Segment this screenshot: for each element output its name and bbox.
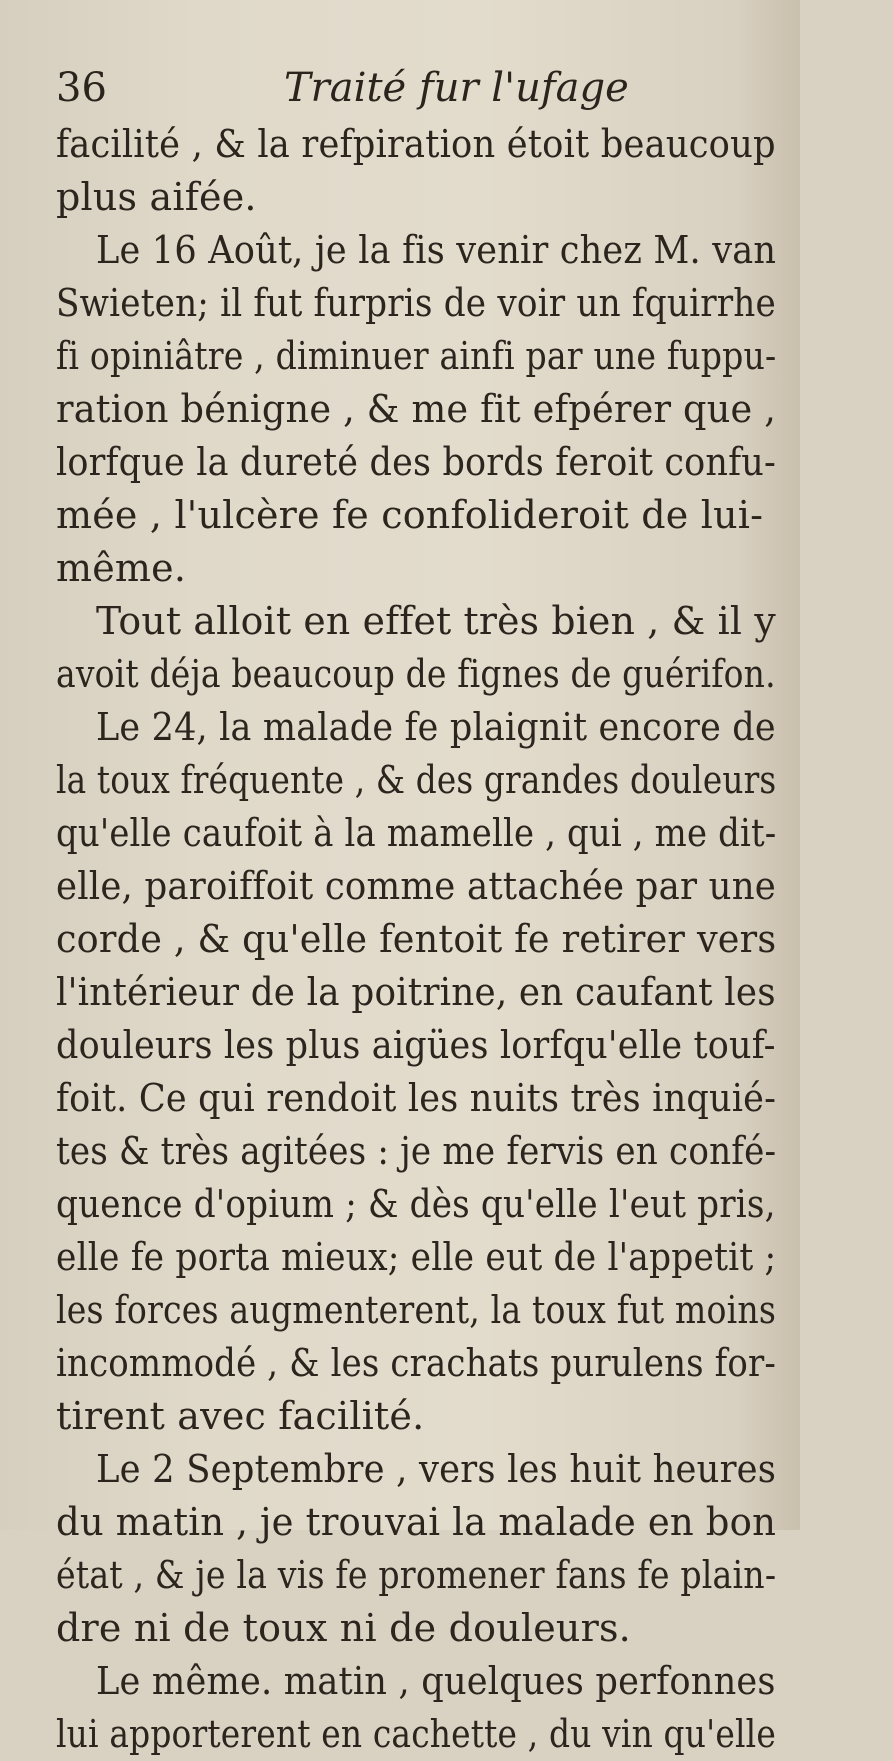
text-line: du matin , je trouvai la malade en bon [56, 1500, 777, 1544]
text-line: Tout alloit en effet très bien , & il y [96, 599, 776, 643]
text-line: avoit déja beaucoup de fignes de guérifon. [56, 652, 776, 696]
text-line: facilité , & la refpiration étoit beaucoup [56, 122, 776, 166]
text-line: Swieten; il fut furpris de voir un fquirrhe [56, 281, 776, 325]
text-line: l'intérieur de la poitrine, en caufant les [56, 970, 776, 1014]
text-line: elle, paroiffoit comme attachée par une [56, 864, 776, 908]
page-header [56, 64, 756, 124]
text-line: lui apporterent en cachette , du vin qu'elle [56, 1712, 776, 1756]
text-line: Le 16 Août, je la fis venir chez M. van [96, 228, 777, 272]
text-line: corde , & qu'elle fentoit fe retirer vers [56, 917, 777, 961]
text-line: foit. Ce qui rendoit les nuits très inquié- [56, 1076, 777, 1120]
text-line: ration bénigne , & me fit efpérer que , [56, 387, 777, 431]
text-line: quence d'opium ; & dès qu'elle l'eut pris, [56, 1182, 776, 1226]
text-line: Le même. matin , quelques perfonnes [96, 1659, 776, 1703]
text-line: Le 2 Septembre , vers les huit heures [96, 1447, 777, 1491]
text-line: fi opiniâtre , diminuer ainfi par une fuppu- [56, 334, 777, 378]
text-line: dre ni de toux ni de douleurs. [56, 1606, 631, 1650]
running-title: Traité fur l'ufage [284, 65, 629, 111]
text-line: qu'elle caufoit à la mamelle , qui , me dit- [56, 811, 777, 855]
text-line: Le 24, la malade fe plaignit encore de [96, 705, 776, 749]
text-line: la toux fréquente , & des grandes douleurs [56, 758, 777, 802]
text-line: mée , l'ulcère fe confolideroit de lui- [56, 493, 764, 537]
page-number: 36 [56, 65, 107, 111]
text-line: tirent avec facilité. [56, 1394, 425, 1438]
text-line: douleurs les plus aigües lorfqu'elle touf- [56, 1023, 776, 1067]
text-line: incommodé , & les crachats purulens for- [56, 1341, 777, 1385]
text-line: lorfque la dureté des bords feroit confu- [56, 440, 777, 484]
body-text [56, 118, 776, 1761]
text-line: elle fe porta mieux; elle eut de l'appetit ; [56, 1235, 777, 1279]
text-line: même. [56, 546, 187, 590]
text-line: tes & très agitées : je me fervis en confé- [56, 1129, 777, 1173]
text-line: les forces augmenterent, la toux fut moins [56, 1288, 777, 1332]
text-line: état , & je la vis fe promener fans fe plain- [56, 1553, 777, 1597]
text-line: plus aifée. [56, 175, 257, 219]
